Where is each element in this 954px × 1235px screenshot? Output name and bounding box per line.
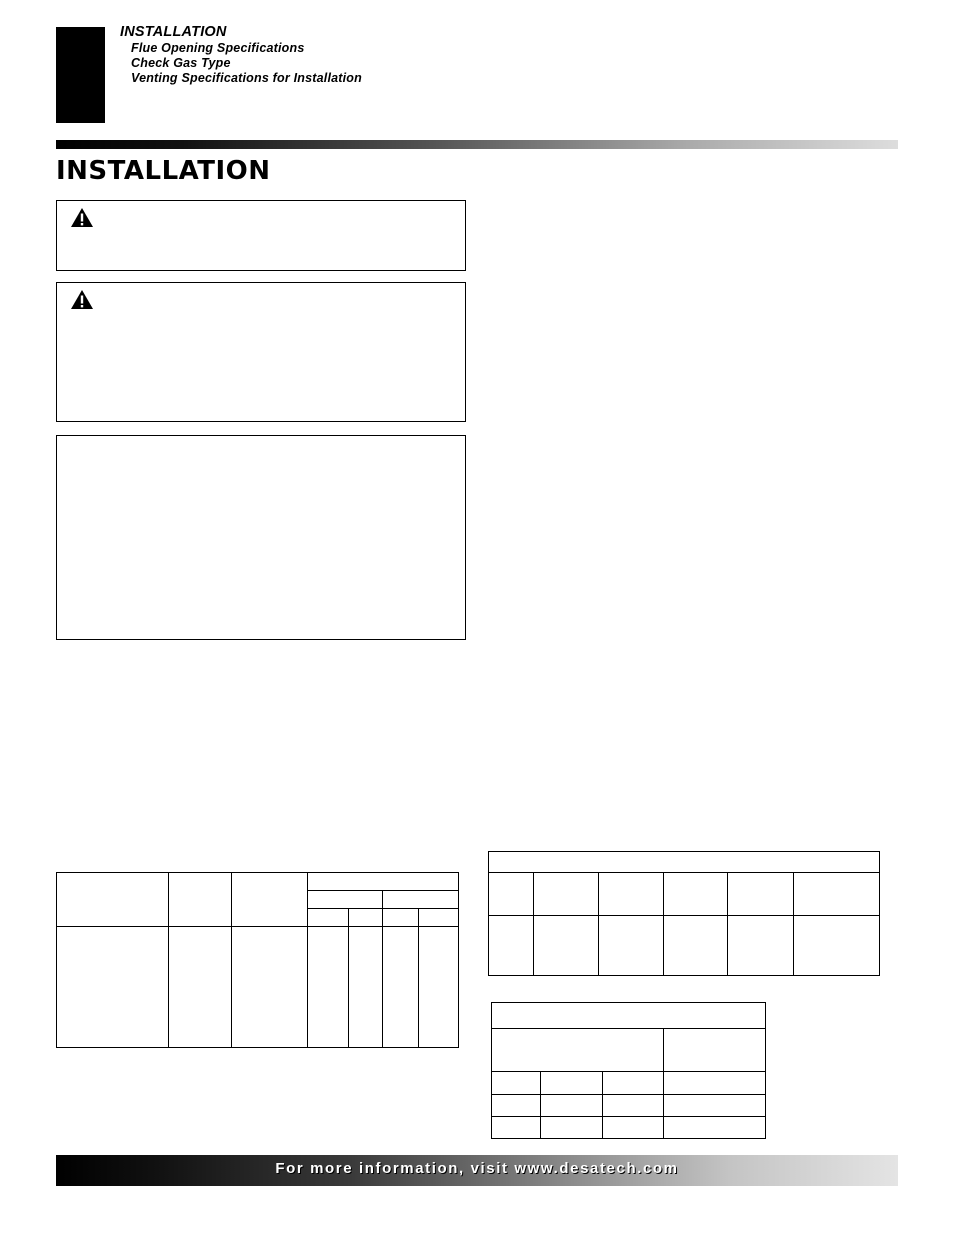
venting-specifications-table: [491, 1002, 766, 1139]
table-cell: [602, 1117, 664, 1139]
header-rule: [56, 140, 898, 149]
table-header-cell: [728, 873, 794, 916]
table-cell: [349, 927, 383, 1048]
table-cell: [533, 916, 598, 976]
table-header-cell: [383, 891, 459, 909]
table-cell: [492, 1117, 541, 1139]
table-cell: [664, 1072, 766, 1095]
table-header-cell: [663, 873, 728, 916]
flue-opening-table: [56, 872, 459, 1048]
table-header-cell: [664, 1029, 766, 1072]
table-cell: [308, 927, 349, 1048]
table-cell: [794, 916, 880, 976]
table-header-cell: [349, 909, 383, 927]
toc-item-flue-opening[interactable]: Flue Opening Specifications: [131, 41, 305, 55]
section-tab: [56, 27, 105, 123]
table-cell: [540, 1117, 602, 1139]
table-cell: [492, 1072, 541, 1095]
warning-triangle-icon: [70, 207, 94, 228]
table-header-cell: [308, 873, 459, 891]
notice-box: [56, 435, 466, 640]
table-cell: [492, 1095, 541, 1117]
table-header-cell: [419, 909, 459, 927]
table-header-cell: [383, 909, 419, 927]
table-cell: [602, 1095, 664, 1117]
section-toc: [120, 24, 362, 86]
table-header-cell: [308, 909, 349, 927]
footer-website-link[interactable]: For more information, visit www.desatech.com: [275, 1160, 679, 1177]
table-cell: [168, 927, 231, 1048]
page-title: INSTALLATION: [56, 156, 271, 186]
warning-triangle-icon: [70, 289, 94, 310]
toc-title: INSTALLATION: [120, 24, 227, 40]
table-title-cell: [492, 1003, 766, 1029]
table-header-cell: [168, 873, 231, 927]
table-header-cell: [57, 873, 169, 927]
table-header-cell: [231, 873, 308, 927]
toc-item-check-gas-type[interactable]: Check Gas Type: [131, 56, 231, 70]
table-cell: [728, 916, 794, 976]
table-header-cell: [533, 873, 598, 916]
table-header-cell: [492, 1029, 664, 1072]
table-cell: [383, 927, 419, 1048]
table-header-cell: [308, 891, 383, 909]
table-cell: [664, 1095, 766, 1117]
table-cell: [540, 1095, 602, 1117]
footer-bar: [56, 1155, 898, 1186]
table-header-cell: [794, 873, 880, 916]
table-cell: [57, 927, 169, 1048]
table-header-cell: [598, 873, 663, 916]
table-cell: [602, 1072, 664, 1095]
table-cell: [540, 1072, 602, 1095]
gas-type-table: [488, 851, 880, 976]
table-title-cell: [489, 852, 880, 873]
table-cell: [489, 916, 534, 976]
table-cell: [231, 927, 308, 1048]
warning-box-2: [56, 282, 466, 422]
table-cell: [419, 927, 459, 1048]
table-cell: [663, 916, 728, 976]
warning-box-1: [56, 200, 466, 271]
toc-item-venting-specifications[interactable]: Venting Specifications for Installation: [131, 71, 362, 85]
table-cell: [598, 916, 663, 976]
table-cell: [664, 1117, 766, 1139]
table-header-cell: [489, 873, 534, 916]
